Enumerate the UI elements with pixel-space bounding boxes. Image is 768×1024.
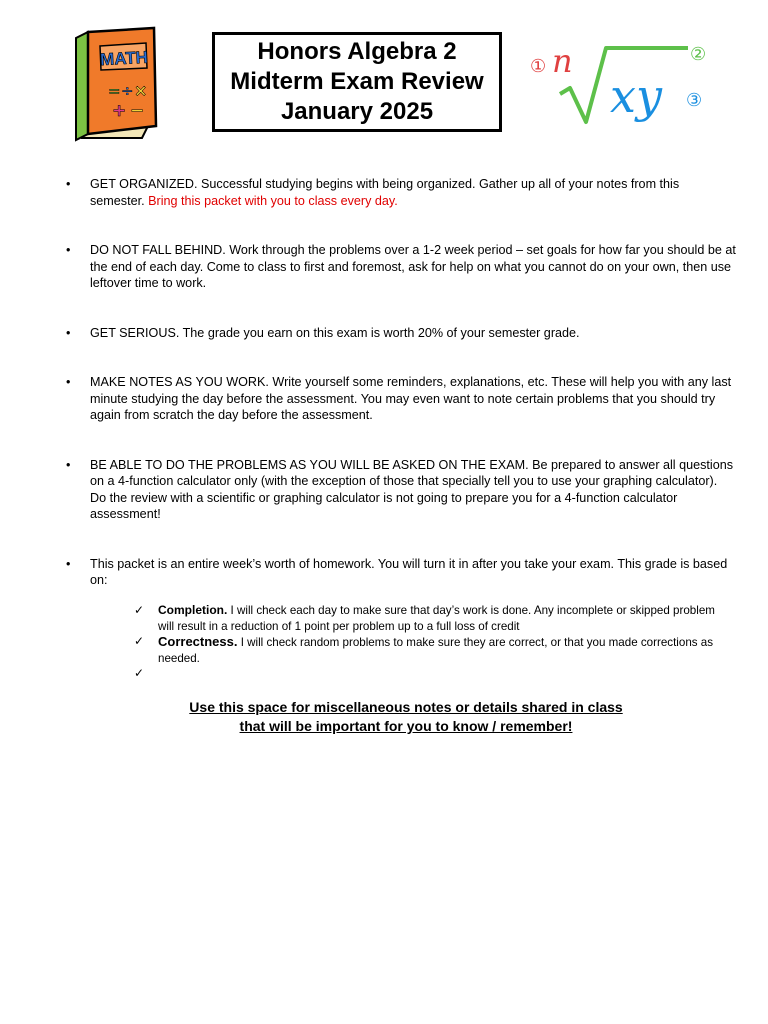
root-marker-2: ②	[690, 44, 707, 65]
checkmark-icon: ✓	[134, 666, 145, 680]
bullet-text: This packet is an entire week’s worth of homework. You will turn it in after you take your exam. This grade is based on:	[90, 556, 728, 587]
bullet-dot: •	[66, 556, 71, 571]
notes-prompt-line1: Use this space for miscellaneous notes or details shared in class	[189, 699, 623, 715]
title-box	[212, 32, 502, 132]
root-marker-1: ①	[530, 56, 547, 77]
bullet-get-serious	[66, 325, 736, 342]
check-text: I will check random problems to make sure they are correct, or that you made corrections as needed.	[158, 636, 714, 665]
book-label: MATH	[99, 47, 149, 70]
nth-root-icon	[526, 36, 716, 136]
bullet-text: DO NOT FALL BEHIND. Work through the problems over a 1-2 week period – set goals for how far you should be at the end of each day. Come to class to first and foremost, ask for help on what you cannot do on your own, then use leftover time to work.	[90, 243, 736, 290]
root-marker-3: ③	[686, 90, 703, 111]
root-radicand: xy	[610, 69, 662, 123]
bullet-text: GET SERIOUS. The grade you earn on this exam is worth 20% of your semester grade.	[90, 325, 580, 340]
svg-text:=: =	[108, 82, 121, 100]
checkmark-icon: ✓	[134, 634, 145, 648]
check-label: Completion.	[158, 603, 228, 617]
bullet-text: BE ABLE TO DO THE PROBLEMS AS YOU WILL BE ASKED ON THE EXAM. Be prepared to answer all questions on a 4-function calculator only (with the exception of those that specially tell you to use your graphing calculator). Do the review with a scientific or graphing calculator is not going to prepare you for a 4-function calculator assessment!	[90, 457, 734, 521]
svg-text:−: −	[130, 101, 145, 121]
header	[0, 0, 768, 150]
study-tips-list	[66, 176, 736, 589]
checkmark-icon: ✓	[134, 603, 145, 617]
check-label: Correctness.	[158, 634, 238, 649]
svg-text:÷: ÷	[121, 82, 134, 100]
bullet-get-organized	[66, 176, 736, 209]
bullet-make-notes	[66, 374, 736, 424]
check-text: I will check each day to make sure that day’s work is done. Any incomplete or skipped problem will result in a reduction of 1 point per problem up to a full loss of credit	[158, 604, 715, 633]
notes-prompt	[90, 698, 722, 736]
check-item-correctness	[134, 634, 734, 666]
bullet-dot: •	[66, 375, 71, 389]
bullet-be-able	[66, 457, 736, 523]
root-index: n	[552, 42, 573, 80]
title-course: Honors Algebra 2	[257, 38, 457, 65]
bullet-dot: •	[66, 177, 71, 191]
check-item-completion	[134, 603, 734, 634]
bullet-highlight: Bring this packet with you to class every day.	[148, 193, 398, 208]
check-item-empty	[134, 666, 734, 682]
grading-checklist	[134, 603, 734, 682]
title-exam: Midterm Exam Review	[230, 68, 484, 95]
notes-prompt-line2: that will be important for you to know / remember!	[239, 718, 573, 734]
bullet-dot: •	[66, 457, 71, 472]
bullet-text: MAKE NOTES AS YOU WORK. Write yourself some reminders, explanations, etc. These will help you with any last minute studying the day before the assessment. You may even want to note certain problems that you should try again from scratch the day before the assessment.	[90, 375, 732, 422]
math-book-icon	[68, 26, 168, 142]
svg-text:+: +	[112, 101, 127, 121]
bullet-homework-grade	[66, 556, 736, 589]
svg-text:×: ×	[134, 81, 148, 100]
bullet-dot: •	[66, 243, 71, 257]
bullet-text: GET ORGANIZED. Successful studying begins with being organized. Gather up all of your notes from this semester.	[90, 177, 680, 208]
title-date: January 2025	[280, 98, 434, 125]
bullet-dot: •	[66, 325, 71, 340]
bullet-do-not-fall-behind	[66, 242, 736, 292]
